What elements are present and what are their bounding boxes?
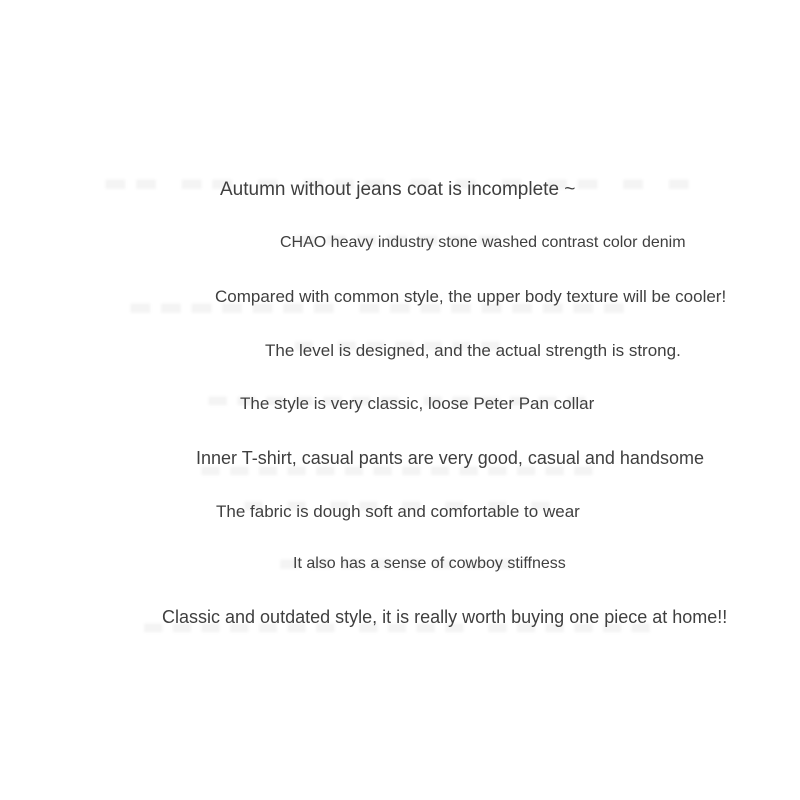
description-line-3: Compared with common style, the upper body texture will be cooler! (215, 287, 727, 306)
description-line-7: The fabric is dough soft and comfortable to wear (216, 502, 580, 521)
description-line-5: The style is very classic, loose Peter Pan collar (240, 394, 595, 413)
description-line-1: Autumn without jeans coat is incomplete ~ (220, 179, 576, 200)
description-line-9: Classic and outdated style, it is really worth buying one piece at home!! (162, 607, 728, 627)
description-line-6: Inner T-shirt, casual pants are very good, casual and handsome (196, 448, 704, 468)
description-line-4: The level is designed, and the actual strength is strong. (265, 341, 681, 360)
description-line-8: It also has a sense of cowboy stiffness (293, 555, 566, 572)
description-line-2: CHAO heavy industry stone washed contrast color denim (280, 234, 686, 251)
